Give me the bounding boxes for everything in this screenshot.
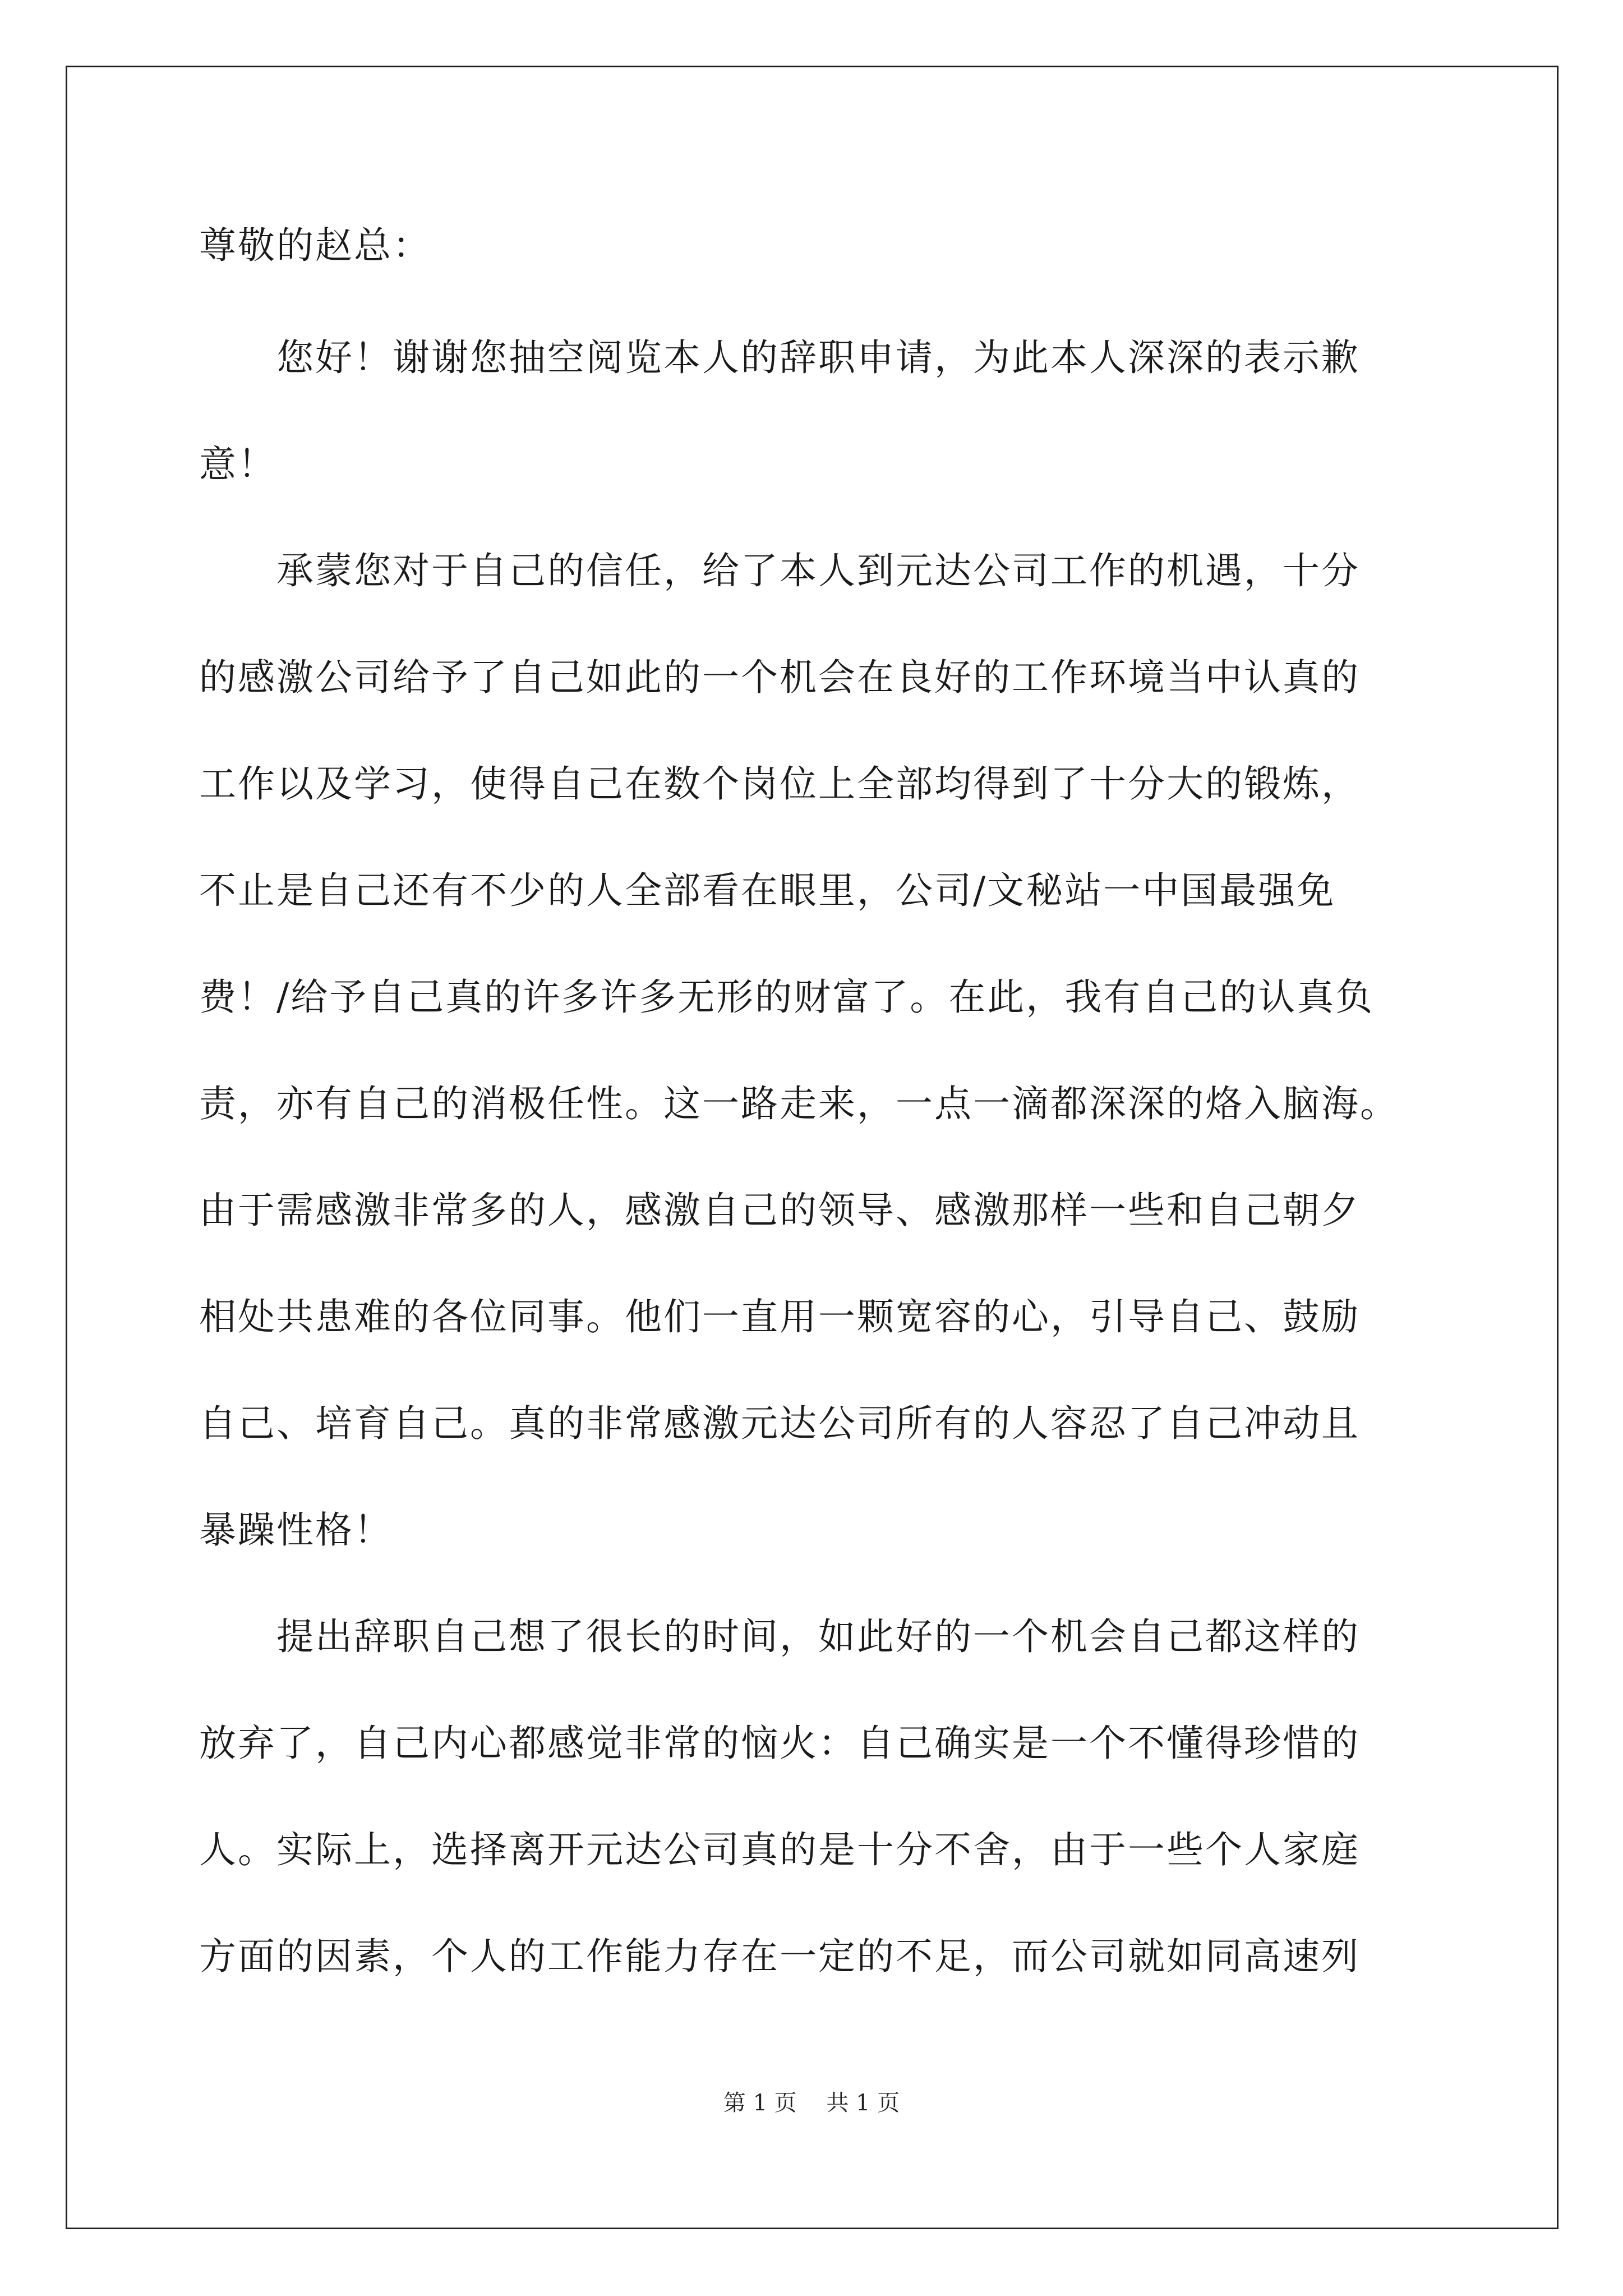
body-line: 意！ (199, 443, 276, 486)
body-line: 人。实际上，选择离开元达公司真的是十分不舍，由于一些个人家庭 (199, 1828, 1360, 1871)
body-line: 提出辞职自己想了很长的时间，如此好的一个机会自己都这样的 (199, 1615, 1360, 1658)
body-line: 您好！谢谢您抽空阅览本人的辞职申请，为此本人深深的表示歉 (199, 336, 1360, 379)
body-line: 相处共患难的各位同事。他们一直用一颗宽容的心，引导自己、鼓励 (199, 1295, 1360, 1338)
body-line: 承蒙您对于自己的信任，给了本人到元达公司工作的机遇，十分 (199, 549, 1360, 592)
page-number-footer: 第 1 页 共 1 页 (723, 2090, 900, 2116)
body-line: 放弃了，自己内心都感觉非常的恼火：自己确实是一个不懂得珍惜的 (199, 1722, 1360, 1765)
body-line: 费！/给予自己真的许多许多无形的财富了。在此，我有自己的认真负 (199, 976, 1375, 1019)
body-line: 方面的因素，个人的工作能力存在一定的不足，而公司就如同高速列 (199, 1935, 1360, 1978)
body-line: 的感激公司给予了自己如此的一个机会在良好的工作环境当中认真的 (199, 656, 1360, 699)
page-border (66, 66, 1559, 2229)
body-line: 不止是自己还有不少的人全部看在眼里，公司/文秘站一中国最强免 (199, 869, 1336, 912)
body-line: 责，亦有自己的消极任性。这一路走来，一点一滴都深深的烙入脑海。 (199, 1082, 1399, 1125)
body-line: 工作以及学习，使得自己在数个岗位上全部均得到了十分大的锻炼， (199, 762, 1360, 806)
salutation-line: 尊敬的赵总： (199, 224, 431, 267)
body-line: 自己、培育自己。真的非常感激元达公司所有的人容忍了自己冲动且 (199, 1402, 1360, 1445)
body-line: 由于需感激非常多的人，感激自己的领导、感激那样一些和自己朝夕 (199, 1189, 1360, 1232)
body-line: 暴躁性格！ (199, 1508, 393, 1552)
